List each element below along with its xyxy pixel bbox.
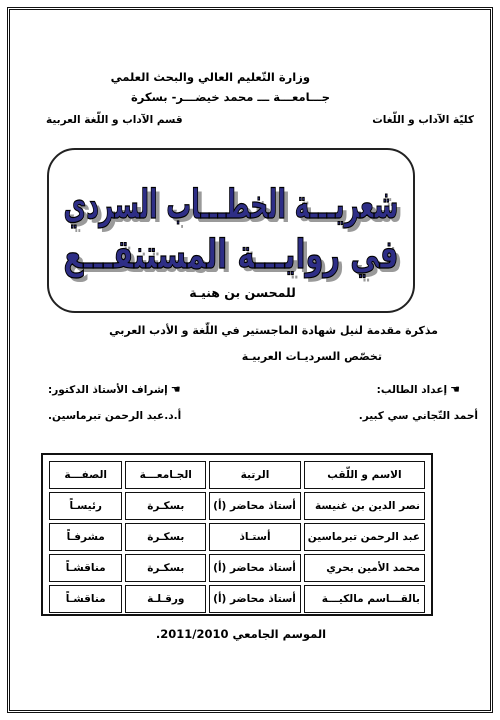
header-rank: الرتبة <box>209 461 301 489</box>
committee-table <box>46 458 428 616</box>
member-role: مناقشـاً <box>49 554 122 582</box>
member-university: بسكـرة <box>125 492 206 520</box>
supervision-label: إشراف الأستاذ الدكتور: <box>48 384 168 396</box>
member-role: مناقشـاً <box>49 585 122 613</box>
committee-table-frame <box>41 453 433 616</box>
pointing-hand-icon: ☚ <box>450 383 460 396</box>
member-rank: أستاذ محاضر (أ) <box>209 554 301 582</box>
header-role: الصفـــة <box>49 461 122 489</box>
member-university: بسكـرة <box>125 554 206 582</box>
novel-author: للمحسن بن هنيـة <box>189 285 296 300</box>
table-row <box>49 585 425 613</box>
specialty: تخصّص السرديـات العربيـة <box>241 350 382 363</box>
memo-description: مذكرة مقدمة لنيل شهادة الماجستير في اللّغة و الأدب العربي <box>109 324 438 337</box>
title-line1-shadow: شعريـــة الخطـــاب السردي <box>67 186 403 232</box>
table-row <box>49 554 425 582</box>
preparation-label-row <box>377 383 460 396</box>
header-name: الاسم و اللّقب <box>304 461 425 489</box>
academic-year: الموسم الجامعي 2011/2010. <box>155 627 327 641</box>
member-rank: أستاذ محاضر (أ) <box>209 585 301 613</box>
supervision-label-row <box>48 383 181 396</box>
table-row <box>49 492 425 520</box>
pointing-hand-icon: ☚ <box>170 383 181 396</box>
member-name: عبد الرحمن تبرماسين <box>304 523 425 551</box>
table-row <box>49 523 425 551</box>
member-rank: أستـاذ <box>209 523 301 551</box>
university-line: جـــامعـــة ـــ محمد خيضـــر- بسكرة <box>130 90 330 104</box>
member-rank: أستاذ محاضر (أ) <box>209 492 301 520</box>
member-university: ورقـلـة <box>125 585 206 613</box>
member-role: مشرفـاً <box>49 523 122 551</box>
supervisor-name: أ.د.عبد الرحمن تبرماسين. <box>48 410 182 422</box>
member-university: بسكـرة <box>125 523 206 551</box>
table-header-row <box>49 461 425 489</box>
title-line1: شعريـــة الخطـــاب السردي <box>63 182 399 228</box>
student-name: أحمد التّجاني سي كبير. <box>358 410 478 422</box>
document-page <box>7 7 493 713</box>
member-name: محمد الأمين بحري <box>304 554 425 582</box>
member-role: رئيسـاً <box>49 492 122 520</box>
member-name: نصر الدين بن غنيسة <box>304 492 425 520</box>
header-university: الجـامعـــة <box>125 461 206 489</box>
title-line2-shadow: في روايـــة المستنقـــع <box>67 236 403 282</box>
preparation-label: إعداد الطالب: <box>376 384 448 396</box>
ministry-line: وزارة التّعليم العالي والبحث العلمي <box>110 70 310 84</box>
member-name: بالقـــاسم مالكيـــة <box>304 585 425 613</box>
faculty-line: كليّة الآداب و اللّغات <box>372 114 474 126</box>
department-line: قسم الآداب و اللّغة العربية <box>46 114 183 126</box>
title-line2: في روايـــة المستنقـــع <box>63 232 399 278</box>
